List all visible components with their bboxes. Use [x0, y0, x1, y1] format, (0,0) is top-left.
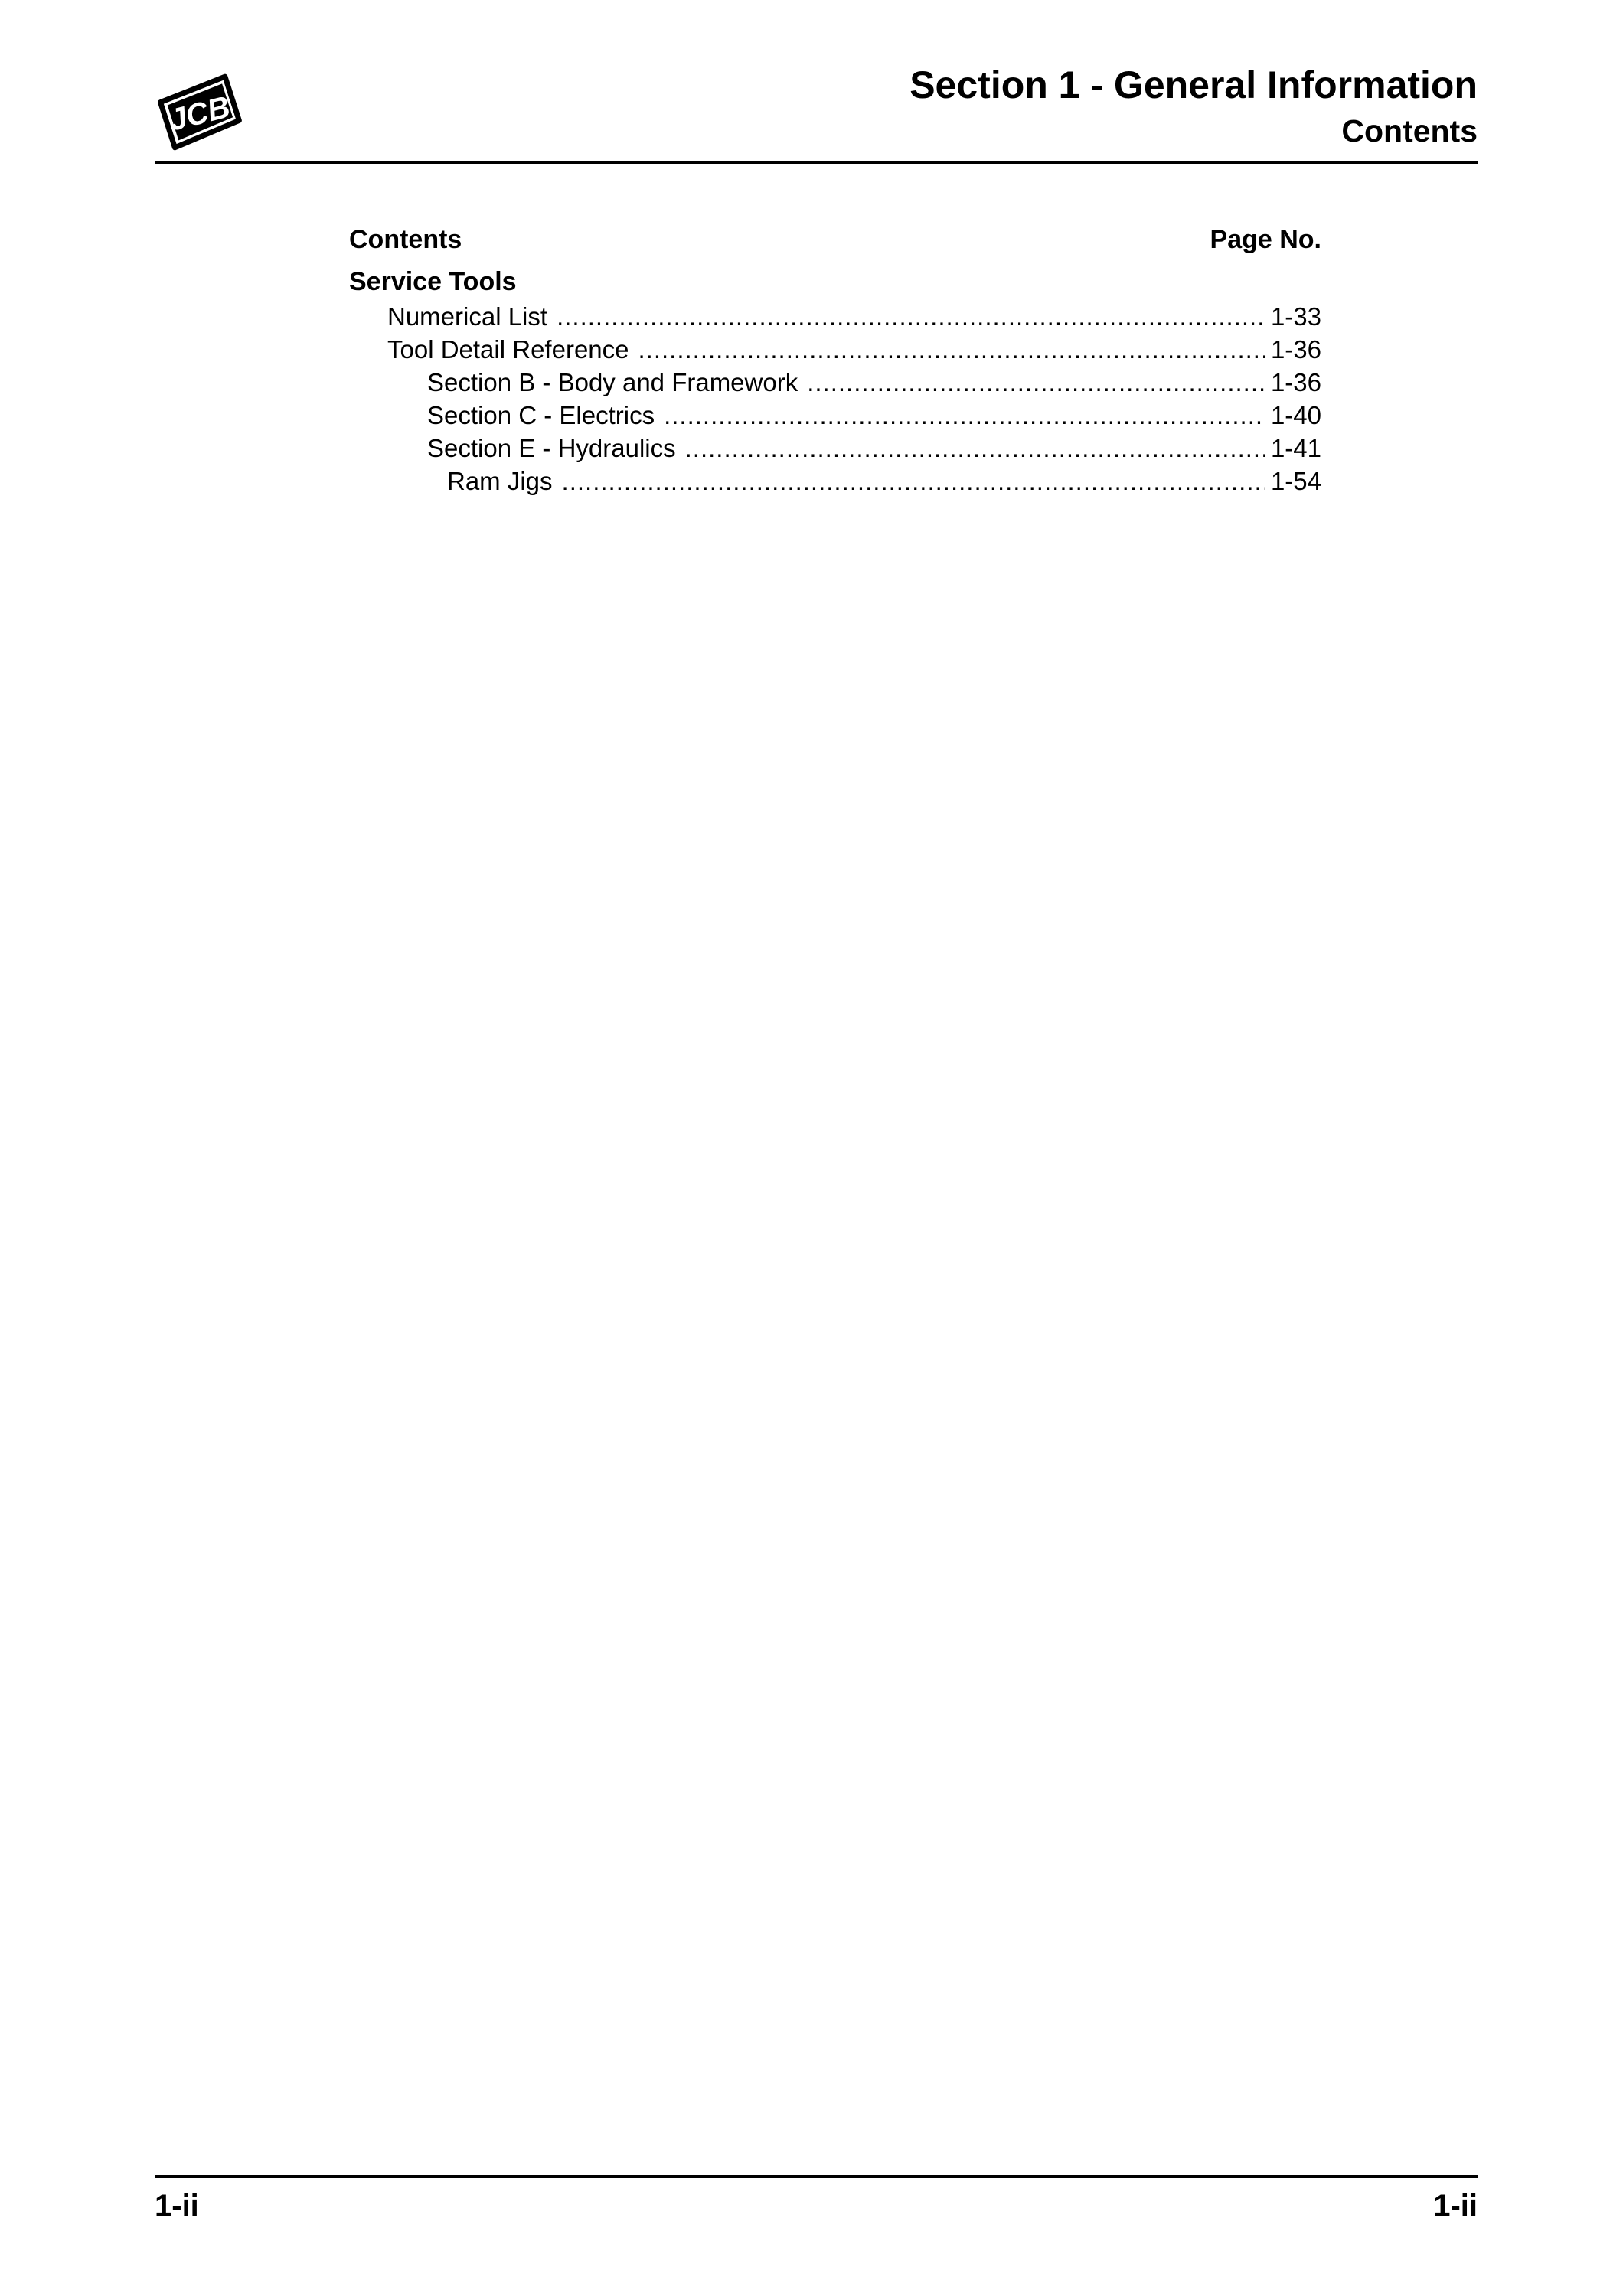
toc-entry-page: 1-41 [1270, 434, 1321, 462]
toc-entry-page: 1-40 [1270, 401, 1321, 429]
toc-entry[interactable] [349, 399, 1321, 432]
jcb-logo [153, 70, 243, 153]
toc-entry[interactable] [349, 432, 1321, 465]
footer-page-number-right: 1-ii [1433, 2189, 1478, 2223]
toc-group-title: Service Tools [349, 267, 517, 296]
toc-entry-label: Section B - Body and Framework [427, 368, 798, 396]
toc-entry-label: Tool Detail Reference [387, 335, 629, 364]
toc-entry-page: 1-54 [1270, 467, 1321, 495]
toc-entry-page: 1-36 [1270, 368, 1321, 396]
header-rule [155, 161, 1478, 164]
toc-entry-label: Ram Jigs [447, 467, 553, 495]
toc-entry-page: 1-33 [1270, 302, 1321, 331]
toc-entry-label: Section E - Hydraulics [427, 434, 676, 462]
dot-leader [807, 366, 1265, 399]
dot-leader [557, 300, 1265, 333]
svg-text:JCB: JCB [165, 90, 233, 138]
toc-page-no-heading: Page No. [1210, 225, 1321, 254]
toc-entry-page: 1-36 [1270, 335, 1321, 364]
dot-leader [638, 333, 1265, 366]
toc-entry[interactable] [349, 465, 1321, 497]
toc-entry[interactable] [349, 300, 1321, 333]
dot-leader [562, 465, 1265, 497]
toc-contents-heading: Contents [349, 225, 462, 254]
toc-entry-label: Section C - Electrics [427, 401, 655, 429]
toc-header-row [349, 225, 1321, 263]
toc-entry[interactable] [349, 366, 1321, 399]
footer-page-number-left: 1-ii [155, 2189, 199, 2223]
table-of-contents [349, 225, 1321, 497]
section-subtitle: Contents [1341, 113, 1478, 148]
toc-entry-label: Numerical List [387, 302, 548, 331]
dot-leader [685, 432, 1265, 465]
footer-rule [155, 2175, 1478, 2178]
toc-entry[interactable] [349, 333, 1321, 366]
dot-leader [664, 399, 1265, 432]
section-title: Section 1 - General Information [909, 64, 1478, 106]
